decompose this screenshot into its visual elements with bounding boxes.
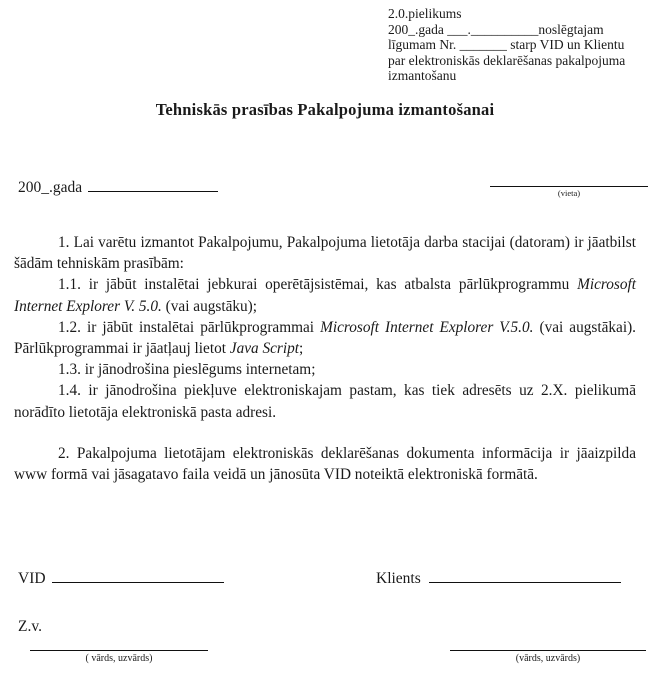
item-1-1-text-a: 1.1. ir jābūt instalētai jebkurai operētājsistēmai, kas atbalsta pārlūkprogrammu: [58, 276, 578, 294]
place-caption: (vieta): [557, 188, 581, 198]
signature-vid-caption: ( vārds, uzvārds): [85, 653, 153, 664]
place-blank-line: [490, 186, 648, 187]
item-1-3: 1.3. ir jānodrošina pieslēgums internetam;: [58, 361, 316, 379]
signature-klients-caption: (vārds, uzvārds): [515, 653, 581, 664]
signature-klients-label: Klients: [376, 569, 421, 587]
paragraph-2: 2. Pakalpojuma lietotājam elektroniskās deklarēšanas dokumenta informācija ir jāaizpilda www formā vai jāsagatavo faila veidā un jānosūta VID noteiktā elektroniskā formātā.: [14, 444, 636, 484]
paragraph-1: 1. Lai varētu izmantot Pakalpojumu, Pakalpojuma lietotāja darba stacijai (datoram) ir jāatbilst šādām tehniskām prasībām:: [14, 234, 636, 273]
annex-number: 2.0.pielikums: [388, 6, 462, 21]
annex-contract-subject-line: par elektroniskās deklarēšanas pakalpojuma izmantošanu: [388, 52, 626, 83]
signature-klients-caption-rule: [450, 650, 646, 651]
item-1-2-text-a: 1.2. ir jābūt instalētai pārlūkprogrammai: [58, 318, 321, 336]
signature-klients-caption-block: [450, 650, 646, 665]
signature-row: [0, 568, 650, 596]
seal-mark-label: Z.v.: [18, 618, 42, 635]
item-1-2: [14, 317, 636, 359]
item-1-1-text-b: (vai augstāku);: [161, 297, 258, 315]
date-field-label: 200_.gada: [18, 179, 83, 197]
item-1-2-product-name: Microsoft Internet Explorer V.5.0.: [320, 318, 534, 336]
item-1-4: 1.4. ir jānodrošina piekļuve elektroniskajam pastam, kas tiek adresēts uz 2.X. pielikumā norādīto lietotāja elektroniskā pasta adresi.: [14, 382, 636, 421]
document-body: [14, 232, 636, 485]
signature-klients-line: [429, 568, 621, 583]
date-field: [18, 178, 218, 197]
signature-vid-line: [52, 568, 224, 583]
item-1-2-text-c: ;: [299, 340, 304, 358]
annex-contract-date-line: 200_.gada ___.__________noslēgtajam: [388, 21, 604, 37]
item-1-1: [14, 274, 636, 316]
signature-vid-caption-rule: [30, 650, 208, 651]
annex-header-block: [388, 6, 646, 84]
item-1-2-script-name: Java Script: [229, 340, 300, 358]
page-title: Tehniskās prasības Pakalpojuma izmantošanai: [155, 100, 495, 119]
item-1-1-product-name: Microsoft Internet Explorer V. 5.0.: [14, 276, 636, 315]
signature-vid-caption-block: [30, 650, 208, 665]
signature-vid: [18, 568, 224, 588]
annex-contract-number-line: līgumam Nr. _______ starp VID un Klientu: [388, 37, 625, 52]
signature-vid-label: VID: [18, 569, 46, 587]
place-field: [490, 186, 648, 198]
date-blank-line: [88, 178, 218, 192]
signature-klients: [376, 568, 621, 588]
item-1-2-text-b: (vai augstākai). Pārlūkprogrammai ir jāatļauj lietot: [14, 318, 636, 358]
